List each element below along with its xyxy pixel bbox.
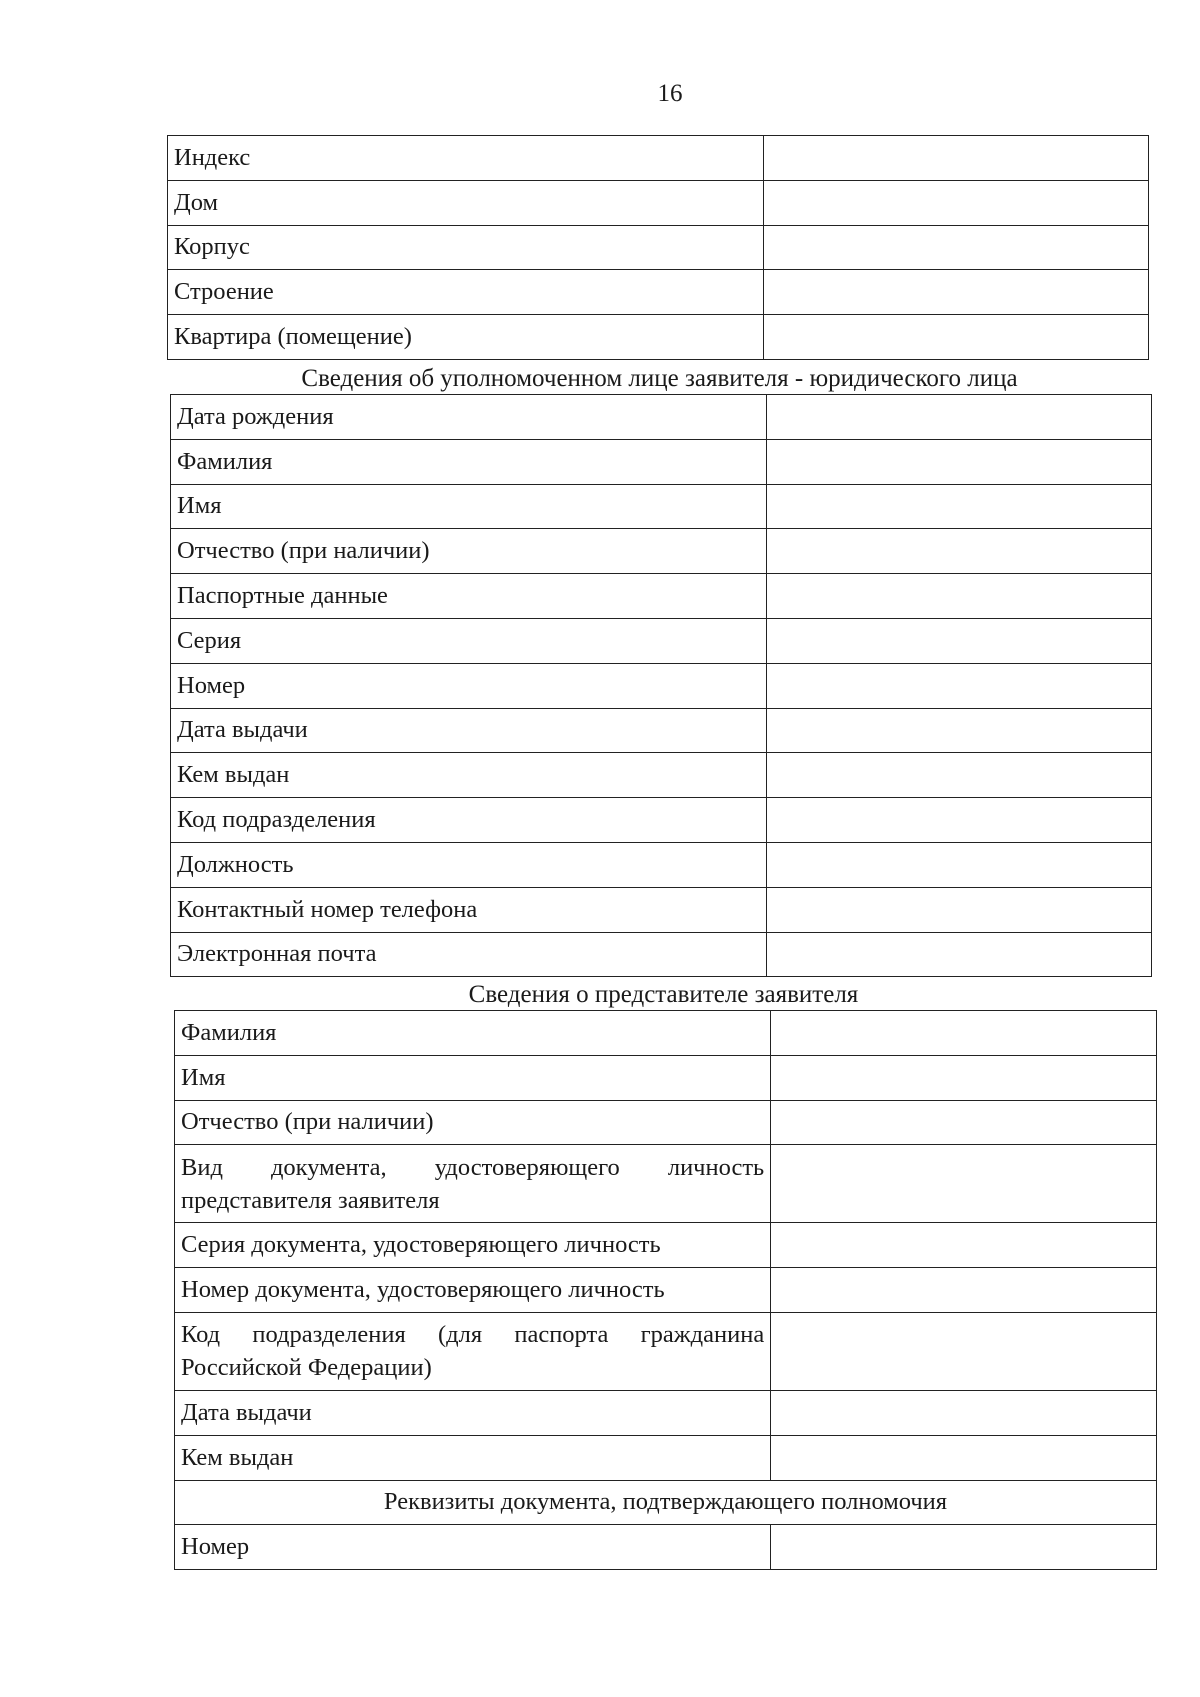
value-cell[interactable] (766, 932, 1151, 977)
table-row (171, 395, 1152, 440)
row-label: Имя (175, 1055, 771, 1100)
row-label: Имя (171, 484, 767, 529)
row-label: Серия документа, удостоверяющего личность (175, 1223, 771, 1268)
row-label: Номер (175, 1525, 771, 1570)
address-section (167, 135, 1149, 360)
table-row (175, 1312, 1157, 1390)
table-row (175, 1011, 1157, 1056)
row-label: Контактный номер телефона (171, 887, 767, 932)
table-row (168, 270, 1149, 315)
row-label-building: Корпус (168, 225, 764, 270)
row-label: Кем выдан (175, 1435, 771, 1480)
row-label: Код подразделения (171, 798, 767, 843)
value-cell[interactable] (771, 1312, 1157, 1390)
table-row (171, 618, 1152, 663)
authorized-person-section (170, 394, 1152, 977)
representative-table (174, 1010, 1157, 1570)
row-label: Отчество (при наличии) (171, 529, 767, 574)
value-cell[interactable] (771, 1055, 1157, 1100)
value-cell[interactable] (766, 439, 1151, 484)
representative-title: Сведения о представителе заявителя (468, 981, 859, 1008)
value-cell[interactable] (766, 708, 1151, 753)
value-cell[interactable] (771, 1390, 1157, 1435)
table-row (175, 1525, 1157, 1570)
row-label: Должность (171, 842, 767, 887)
row-label: Номер документа, удостоверяющего личность (175, 1268, 771, 1313)
table-row (171, 663, 1152, 708)
table-row (171, 574, 1152, 619)
table-row (171, 753, 1152, 798)
value-cell[interactable] (771, 1268, 1157, 1313)
row-label: Электронная почта (171, 932, 767, 977)
table-row (171, 842, 1152, 887)
table-row (171, 887, 1152, 932)
value-cell[interactable] (766, 529, 1151, 574)
row-label: Номер (171, 663, 767, 708)
table-row (175, 1145, 1157, 1223)
row-label-apartment: Квартира (помещение) (168, 315, 764, 360)
row-label: Вид документа, удостоверяющего личность представителя заявителя (175, 1145, 771, 1223)
row-label-structure: Строение (168, 270, 764, 315)
table-row (175, 1055, 1157, 1100)
structure-value-cell[interactable] (763, 270, 1148, 315)
table-row (171, 798, 1152, 843)
value-cell[interactable] (771, 1145, 1157, 1223)
value-cell[interactable] (766, 484, 1151, 529)
table-row (168, 315, 1149, 360)
table-row (171, 529, 1152, 574)
row-label: Кем выдан (171, 753, 767, 798)
index-value-cell[interactable] (763, 136, 1148, 181)
row-label: Фамилия (171, 439, 767, 484)
apartment-value-cell[interactable] (763, 315, 1148, 360)
row-label: Дата рождения (171, 395, 767, 440)
address-table (167, 135, 1149, 360)
row-label: Отчество (при наличии) (175, 1100, 771, 1145)
authority-document-subheading: Реквизиты документа, подтверждающего полномочия (175, 1480, 1157, 1525)
table-row (168, 136, 1149, 181)
table-row (168, 180, 1149, 225)
table-row (171, 484, 1152, 529)
representative-section (174, 1010, 1157, 1570)
house-value-cell[interactable] (763, 180, 1148, 225)
table-row (175, 1223, 1157, 1268)
value-cell[interactable] (766, 618, 1151, 663)
value-cell[interactable] (766, 395, 1151, 440)
page-number: 16 (657, 80, 683, 107)
row-label: Дата выдачи (175, 1390, 771, 1435)
value-cell[interactable] (766, 887, 1151, 932)
value-cell[interactable] (766, 842, 1151, 887)
authorized-person-table (170, 394, 1152, 977)
table-row (175, 1390, 1157, 1435)
row-label: Паспортные данные (171, 574, 767, 619)
value-cell[interactable] (771, 1100, 1157, 1145)
table-row (168, 225, 1149, 270)
building-value-cell[interactable] (763, 225, 1148, 270)
authorized-person-title: Сведения об уполномоченном лице заявителя - юридического лица (301, 365, 1018, 392)
row-label-house: Дом (168, 180, 764, 225)
value-cell[interactable] (771, 1223, 1157, 1268)
value-cell[interactable] (771, 1525, 1157, 1570)
table-row (171, 439, 1152, 484)
value-cell[interactable] (766, 753, 1151, 798)
table-row (175, 1435, 1157, 1480)
row-label: Дата выдачи (171, 708, 767, 753)
value-cell[interactable] (771, 1435, 1157, 1480)
table-row (175, 1268, 1157, 1313)
row-label-index: Индекс (168, 136, 764, 181)
row-label: Фамилия (175, 1011, 771, 1056)
value-cell[interactable] (771, 1011, 1157, 1056)
value-cell[interactable] (766, 574, 1151, 619)
table-row (175, 1100, 1157, 1145)
value-cell[interactable] (766, 663, 1151, 708)
table-row (171, 708, 1152, 753)
value-cell[interactable] (766, 798, 1151, 843)
row-label: Серия (171, 618, 767, 663)
table-row (175, 1480, 1157, 1525)
row-label: Код подразделения (для паспорта гражданина Российской Федерации) (175, 1312, 771, 1390)
table-row (171, 932, 1152, 977)
